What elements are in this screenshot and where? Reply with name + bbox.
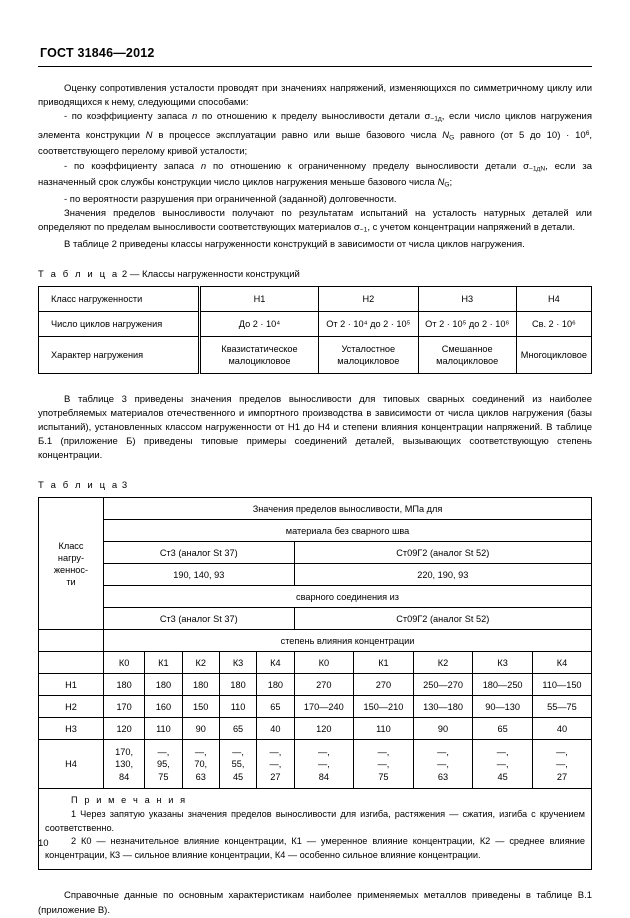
t3-k-header-8: К3	[473, 652, 533, 674]
t3-row1-v5: 170—240	[294, 696, 354, 718]
t3-corner-line2: нагру-	[57, 552, 85, 563]
table2-caption	[38, 269, 592, 280]
t3-h4-v5-l2: —,	[317, 759, 330, 770]
t3-row1-v9: 55—75	[532, 696, 591, 718]
p2-part-c: по отношению к пределу выносливости детали σ	[197, 111, 431, 123]
p3-part-a: - по коэффициенту запаса	[64, 160, 201, 172]
table-row	[39, 652, 592, 674]
paragraph-4: - по вероятности разрушения при ограниченной (заданной) долговечности.	[64, 193, 397, 205]
t3-h4-v2-l1: —,	[194, 747, 207, 758]
t3-h4-v8-l2: —,	[496, 759, 509, 770]
t3-corner-line4: ти	[66, 577, 76, 588]
t3-h4-v2-l3: 63	[195, 771, 206, 782]
t3-note-2: 2 К0 — незначительное влияние концентрации, К1 — умеренное влияние концентрации, К2 — среднее влияние концентрации, К3 — сильное влияние концентрации, К4 — особенно сильное влияние концентрации.	[45, 836, 585, 860]
table-row	[39, 312, 592, 337]
t3-k-header-0: К0	[104, 652, 145, 674]
t2-row2-label: Характер нагружения	[39, 337, 200, 374]
table3-caption-word: Т а б л и ц а	[38, 480, 120, 492]
t3-values-left-nw: 190, 140, 93	[104, 564, 295, 586]
t2-row1-cell1: От 2 · 10⁴ до 2 · 10⁵	[319, 312, 419, 337]
paragraph-8: Справочные данные по основным характеристикам наиболее применяемых металлов приведены в таблице В.1 (приложение В).	[38, 890, 592, 916]
t3-concentration-label: степень влияния концентрации	[104, 630, 592, 652]
p3-sigma-subscript: −1дN	[529, 165, 546, 173]
table-row	[39, 586, 592, 608]
p2-var-NG: N	[442, 129, 450, 141]
t3-row0-v0: 180	[104, 674, 145, 696]
table-row	[39, 630, 592, 652]
table-row	[39, 740, 592, 789]
t3-row2-v7: 90	[413, 718, 473, 740]
t3-h4-v0-l2: 130,	[115, 759, 134, 770]
t3-row-h4-v1	[145, 740, 182, 789]
t3-blank-corner-2	[39, 652, 104, 674]
header-divider	[38, 66, 592, 67]
p3-part-f: ;	[449, 177, 453, 189]
t3-row0-v7: 250—270	[413, 674, 473, 696]
t3-h4-v3-l2: 55,	[231, 759, 245, 770]
t3-k-header-1: К1	[145, 652, 182, 674]
t3-row1-v7: 130—180	[413, 696, 473, 718]
t3-h4-v9-l3: 27	[556, 771, 568, 782]
t3-row0-v8: 180—250	[473, 674, 533, 696]
t3-corner-class-label	[39, 498, 104, 630]
t3-row-h4-v9	[532, 740, 591, 789]
standard-number-header: ГОСТ 31846—2012	[40, 46, 155, 60]
t3-h4-v6-l1: —,	[377, 747, 390, 758]
table-2-load-classes	[38, 286, 592, 374]
p3-var-n: n	[200, 160, 207, 172]
t3-row2-class: Н3	[39, 718, 104, 740]
p3-N-subscript: G	[444, 181, 450, 189]
p5-part-a: Значения пределов выносливости получают по результатам испытаний на усталость натурных деталей или определяют по пределам выносливости соответствующих материалов σ	[38, 208, 592, 234]
t3-row0-v1: 180	[145, 674, 182, 696]
t3-row-h4-v0	[104, 740, 145, 789]
t3-row1-v1: 160	[145, 696, 182, 718]
table2-caption-rest: 2 — Классы нагруженности конструкций	[121, 269, 300, 280]
t3-row-h4-v3	[219, 740, 256, 789]
t2-row0-cell1: Н2	[319, 287, 419, 312]
paragraph-7: В таблице 3 приведены значения пределов выносливости для типовых сварных соединений из наиболее употребляемых материалов отечественного и импортного производства в зависимости от числа циклов нагружения (базы испытаний), установленных классом нагруженности от Н1 до Н4 и степени влияния концентрации напряжений. В таблице Б.1 (приложение Б) приведены типовые примеры соединений деталей, вызывающих соответствующую степень концентрации.	[38, 394, 592, 462]
t3-row0-v9: 110—150	[532, 674, 591, 696]
page-body	[38, 82, 592, 918]
t3-notes-title	[45, 794, 585, 808]
t2-row2-cell2: Смешанное малоцикловое	[418, 337, 516, 374]
t3-row-h4-v4	[257, 740, 294, 789]
table-row	[39, 520, 592, 542]
t3-row0-v3: 180	[219, 674, 256, 696]
t3-row2-v0: 120	[104, 718, 145, 740]
t3-values-right-nw: 220, 190, 93	[294, 564, 591, 586]
t3-row0-v2: 180	[182, 674, 219, 696]
t3-corner-line3: женнос-	[53, 564, 89, 575]
t3-h4-v1-l2: 95,	[157, 759, 170, 770]
t2-row2-cell3: Многоцикловое	[516, 337, 591, 374]
t3-h4-v2-l2: 70,	[194, 759, 208, 770]
t3-row0-v6: 270	[354, 674, 414, 696]
t3-group-weld: сварного соединения из	[104, 586, 592, 608]
t3-k-header-7: К2	[413, 652, 473, 674]
t2-row0-cell3: Н4	[516, 287, 591, 312]
t3-material-right-nw: Ст09Г2 (аналог St 52)	[294, 542, 591, 564]
t3-row1-v2: 150	[182, 696, 219, 718]
p2-part-f: в процессе эксплуатации равно или выше базового числа	[152, 129, 443, 141]
t3-h4-v4-l3: 27	[270, 771, 281, 782]
t3-row2-v5: 120	[294, 718, 354, 740]
t3-h4-v4-l1: —,	[269, 747, 282, 758]
t3-h4-v4-l2: —,	[269, 759, 282, 770]
p2-NG-subscript: G	[449, 134, 455, 142]
paragraph-5	[38, 207, 592, 238]
t3-corner-line1: Класс	[58, 540, 84, 551]
t3-row0-v4: 180	[257, 674, 294, 696]
table-row	[39, 608, 592, 630]
table-row	[39, 498, 592, 520]
p3-var-N: N	[437, 177, 445, 189]
t3-h4-v1-l1: —,	[157, 747, 170, 758]
p2-sigma-subscript: −1д	[430, 115, 442, 123]
table-row	[39, 542, 592, 564]
t2-row0-cell2: Н3	[418, 287, 516, 312]
paragraph-1: Оценку сопротивления усталости проводят при значениях напряжений, изменяющихся по симметричному циклу или приводящихся к нему, следующими способами:	[38, 83, 592, 109]
t3-row-h4-class: Н4	[39, 740, 104, 789]
t3-h4-v5-l3: 84	[318, 771, 329, 782]
t3-h4-v0-l3: 84	[119, 771, 130, 782]
t3-h4-v7-l1: —,	[437, 747, 449, 758]
t3-k-header-6: К1	[354, 652, 414, 674]
p2-part-a: - по коэффициенту запаса	[64, 111, 192, 123]
t3-group-no-weld: материала без сварного шва	[104, 520, 592, 542]
t3-material-left-w: Ст3 (аналог St 37)	[104, 608, 295, 630]
p3-part-c: по отношению к ограниченному пределу выносливости детали σ	[206, 160, 530, 172]
t3-row2-v6: 110	[354, 718, 414, 740]
t2-row2-cell0: Квазистатическое малоцикловое	[200, 337, 319, 374]
t3-row1-v0: 170	[104, 696, 145, 718]
t3-blank-corner	[39, 630, 104, 652]
t3-header-title: Значения пределов выносливости, МПа для	[104, 498, 592, 520]
p5-sigma-subscript: −1	[359, 226, 368, 234]
t3-h4-v9-l1: —,	[556, 747, 568, 758]
p2-part-d: , если число циклов нагружения элемента конструкции	[38, 111, 593, 141]
t3-k-header-3: К3	[219, 652, 256, 674]
page-number: 10	[38, 838, 49, 849]
p2-exponent: 6	[585, 129, 590, 137]
paragraph-2	[38, 110, 592, 159]
table-row	[39, 337, 592, 374]
t3-h4-v7-l2: —,	[437, 759, 449, 770]
t3-row-h4-v6	[354, 740, 414, 789]
t2-row0-cell0: Н1	[200, 287, 319, 312]
t3-k-header-5: К0	[294, 652, 354, 674]
table-row	[39, 718, 592, 740]
p3-part-d: , если за назначенный срок службы конструкции число циклов нагружения меньше базового числа	[38, 160, 593, 189]
t3-h4-v7-l3: 63	[437, 771, 449, 782]
table-row	[39, 287, 592, 312]
t3-row2-v3: 65	[219, 718, 256, 740]
t3-row0-class: Н1	[39, 674, 104, 696]
table-row	[39, 696, 592, 718]
t3-row2-v8: 65	[473, 718, 533, 740]
t3-notes-title-text: П р и м е ч а н и я	[71, 795, 188, 806]
t3-h4-v8-l1: —,	[496, 747, 509, 758]
t3-row0-v5: 270	[294, 674, 354, 696]
t3-row1-v4: 65	[257, 696, 294, 718]
t3-h4-v1-l3: 75	[158, 771, 169, 782]
t3-k-header-9: К4	[532, 652, 591, 674]
t3-row2-v4: 40	[257, 718, 294, 740]
paragraph-6: В таблице 2 приведены классы нагруженности конструкций в зависимости от числа циклов нагружения.	[64, 238, 525, 250]
t3-row2-v1: 110	[145, 718, 182, 740]
p2-part-h: равного (от 5 до 10) · 10	[454, 129, 586, 141]
t3-row-h4-v5	[294, 740, 354, 789]
t3-h4-v5-l1: —,	[317, 747, 330, 758]
t2-row1-cell2: От 2 · 10⁵ до 2 · 10⁶	[418, 312, 516, 337]
p2-var-n: n	[191, 111, 198, 123]
table-3-endurance-limits	[38, 497, 592, 870]
table-row	[39, 789, 592, 870]
t3-note-1: 1 Через запятую указаны значения пределов выносливости для изгиба, растяжения — сжатия, изгиба с кручением соответственно.	[45, 809, 585, 833]
t2-row1-cell3: Св. 2 · 10⁶	[516, 312, 591, 337]
p5-part-b: , с учетом концентрации напряжений в детали.	[367, 222, 575, 234]
t3-h4-v9-l2: —,	[556, 759, 568, 770]
t3-row1-v6: 150—210	[354, 696, 414, 718]
t3-h4-v0-l1: 170,	[115, 747, 134, 758]
t2-row0-label: Класс нагруженности	[39, 287, 200, 312]
t3-notes-cell	[39, 789, 592, 870]
t3-h4-v6-l2: —,	[377, 759, 390, 770]
table2-caption-word: Т а б л и ц а	[38, 269, 120, 280]
t3-row1-class: Н2	[39, 696, 104, 718]
t3-material-right-w: Ст09Г2 (аналог St 52)	[294, 608, 591, 630]
t2-row1-cell0: До 2 · 10⁴	[200, 312, 319, 337]
paragraph-3	[38, 160, 592, 193]
t3-row1-v8: 90—130	[473, 696, 533, 718]
t3-row-h4-v2	[182, 740, 219, 789]
t3-row2-v9: 40	[532, 718, 591, 740]
table-row	[39, 564, 592, 586]
table3-caption	[38, 480, 592, 491]
t3-k-header-2: К2	[182, 652, 219, 674]
t3-h4-v3-l1: —,	[232, 747, 244, 758]
t2-row2-cell1: Усталостное малоцикловое	[319, 337, 419, 374]
table3-caption-rest: 3	[121, 480, 128, 492]
table-row	[39, 674, 592, 696]
t3-row2-v2: 90	[182, 718, 219, 740]
t3-row1-v3: 110	[219, 696, 256, 718]
t3-material-left-nw: Ст3 (аналог St 37)	[104, 542, 295, 564]
t3-k-header-4: К4	[257, 652, 294, 674]
t3-h4-v3-l3: 45	[232, 771, 244, 782]
t3-row-h4-v7	[413, 740, 473, 789]
p2-part-i: , соответствующего перелому кривой усталости;	[38, 129, 592, 158]
t3-row-h4-v8	[473, 740, 533, 789]
t2-row1-label: Число циклов нагружения	[39, 312, 200, 337]
t3-h4-v6-l3: 75	[378, 771, 389, 782]
t3-h4-v8-l3: 45	[497, 771, 508, 782]
p2-var-N: N	[145, 129, 153, 141]
